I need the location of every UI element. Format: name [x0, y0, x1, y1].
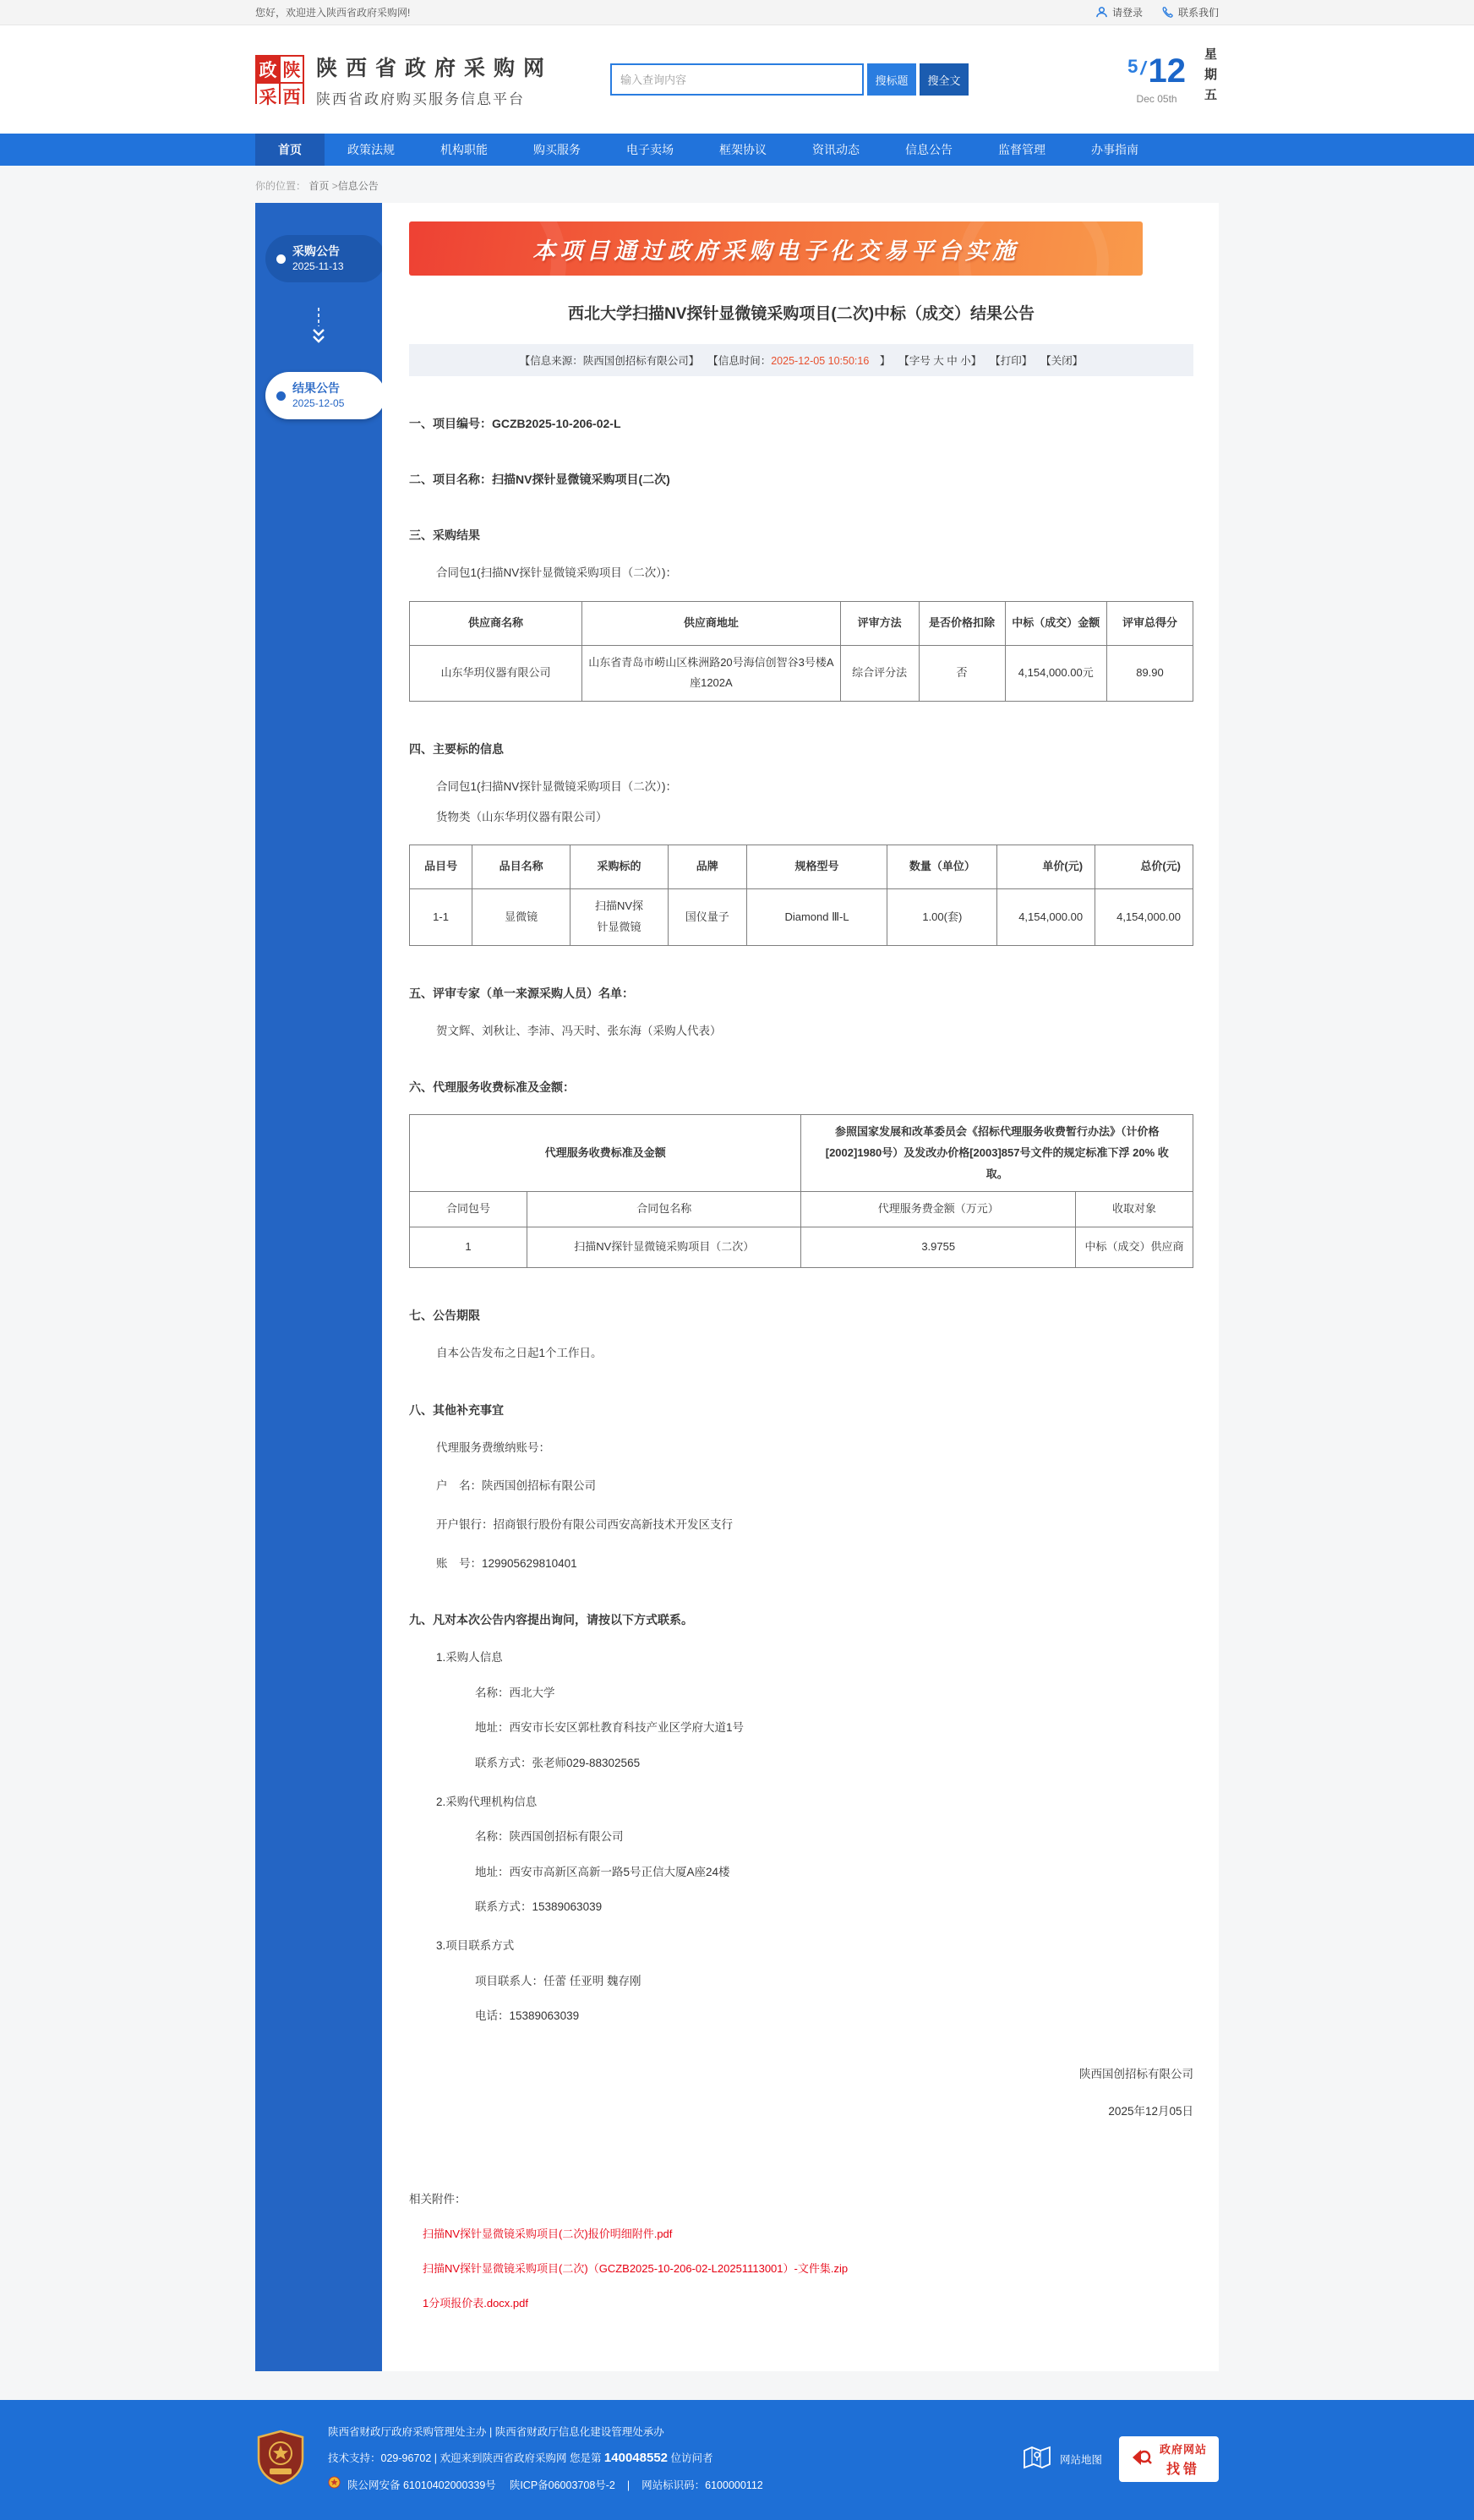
print-button[interactable]: 【打印】 [990, 355, 1033, 367]
bid-item-table [409, 845, 1193, 945]
table-header-row: 品目号 品目名称 采购标的 品牌 规格型号 数量（单位） 单价(元) 总价(元) [410, 845, 1193, 889]
site-title: 陕西省政府采购网 [316, 56, 554, 80]
gov-site-error-report-badge[interactable]: 政府网站 找错 [1119, 2436, 1219, 2482]
purchaser-address: 地址：西安市长安区郭杜教育科技产业区学府大道1号 [475, 1721, 745, 1735]
account-name: 户 名：陕西国创招标有限公司 [436, 1479, 596, 1493]
section-5-heading: 五、评审专家（单一来源采购人员）名单： [409, 986, 634, 1000]
timeline-dot-icon [276, 254, 286, 264]
purchaser-contact: 联系方式：张老师029-88302565 [475, 1756, 641, 1769]
table-header-row: 合同包号 合同包名称 代理服务费金额（万元） 收取对象 [410, 1192, 1193, 1227]
signature-block [409, 2064, 1193, 2118]
expert-list: 贺文辉、刘秋让、李沛、冯天时、张东海（采购人代表） [436, 1024, 722, 1037]
sidebar-item-result-announcement[interactable]: 结果公告 2025-12-05 [265, 372, 385, 419]
attachment-link-itemized-quote-pdf[interactable]: 1分项报价表.docx.pdf [423, 2296, 528, 2310]
close-button[interactable]: 【关闭】 [1040, 355, 1084, 367]
attachments-title: 相关附件： [409, 2192, 467, 2206]
logo-char: 政 [257, 57, 279, 82]
welcome-text: 您好，欢迎进入陕西省政府采购网! [255, 7, 411, 19]
agency-fee-table [409, 1114, 1193, 1268]
goods-category-note: 货物类（山东华玥仪器有限公司） [436, 810, 608, 823]
nav-item-emall[interactable]: 电子卖场 [626, 143, 674, 156]
search-area [610, 63, 969, 96]
table-row: 1 扫描NV探针显微镜采购项目（二次） 3.9755 中标（成交）供应商 [410, 1227, 1193, 1268]
timeline-down-arrow-icon [255, 308, 382, 347]
date-month: 12 [1148, 52, 1186, 90]
purchaser-name: 名称：西北大学 [475, 1686, 555, 1699]
police-badge-icon [328, 2474, 341, 2498]
bank-name: 开户银行：招商银行股份有限公司西安高新技术开发区支行 [436, 1517, 733, 1531]
footer-separator: | [626, 2479, 631, 2491]
table-row: 1-1 显微镜 扫描NV探针显微镜 国仪量子 Diamond Ⅲ-L 1.00(套) 4,154,000.00 4,154,000.00 [410, 889, 1193, 945]
project-contact-phone: 电话：15389063039 [475, 2009, 580, 2023]
info-source: 【信息来源：陕西国创招标有限公司】 [519, 355, 700, 367]
contract-package-note: 合同包1(扫描NV探针显微镜采购项目（二次）)： [436, 779, 678, 793]
police-record-link[interactable]: 陕公网安备 61010402000339号 [347, 2479, 496, 2491]
nav-item-home[interactable]: 首页 [255, 134, 325, 166]
section-4-heading: 四、主要标的信息 [409, 741, 504, 756]
project-contact-title: 3.项目联系方式 [436, 1938, 515, 1952]
table-header-row: 供应商名称 供应商地址 评审方法 是否价格扣除 中标（成交）金额 评审总得分 [410, 601, 1193, 645]
nav-item-policy[interactable]: 政策法规 [347, 143, 395, 156]
section-1-project-number: 一、项目编号：GCZB2025-10-206-02-L [409, 417, 621, 430]
timeline-dot-icon [276, 391, 286, 401]
breadcrumb-separator: > [331, 180, 338, 192]
site-logo [255, 55, 304, 107]
nav-item-supervision[interactable]: 监督管理 [998, 143, 1045, 156]
footer-support-line: 技术支持：029-96702 | 欢迎来到陕西省政府采购网 您是第 140048552 位访问者 [328, 2451, 713, 2466]
signature-company: 陕西国创招标有限公司 [1079, 2067, 1193, 2080]
date-day: 5 [1127, 56, 1138, 77]
nav-item-framework[interactable]: 框架协议 [719, 143, 767, 156]
sitemap-link[interactable]: 网站地图 [1023, 2445, 1102, 2473]
icp-record-link[interactable]: 陕ICP备06003708号-2 [509, 2479, 615, 2491]
payment-account-note: 代理服务费缴纳账号： [436, 1440, 550, 1454]
attachment-link-file-set-zip[interactable]: 扫描NV探针显微镜采购项目(二次)（GCZB2025-10-206-02-L20251113001）-文件集.zip [423, 2261, 849, 2275]
footer-organizer-line: 陕西省财政厅政府采购管理处主办 | 陕西省财政厅信息化建设管理处承办 [328, 2425, 664, 2438]
breadcrumb [255, 166, 1219, 203]
section-7-heading: 七、公告期限 [409, 1309, 480, 1323]
site-header [0, 25, 1474, 134]
date-separator: / [1140, 57, 1146, 79]
section-8-heading: 八、其他补充事宜 [409, 1402, 504, 1417]
main-nav [0, 134, 1474, 166]
topbar [0, 0, 1474, 25]
breadcrumb-home-link[interactable]: 首页 [308, 180, 330, 192]
date-display [1127, 47, 1219, 112]
nav-item-news[interactable]: 资讯动态 [812, 143, 860, 156]
map-icon [1023, 2445, 1051, 2473]
account-number: 账 号：129905629810401 [436, 1556, 577, 1570]
agency-name: 名称：陕西国创招标有限公司 [475, 1830, 624, 1844]
section-2-project-name: 二、项目名称：扫描NV探针显微镜采购项目(二次) [409, 473, 670, 486]
section-9-heading: 九、凡对本次公告内容提出询问，请按以下方式联系。 [409, 1613, 693, 1627]
contact-link[interactable]: 联系我们 [1161, 5, 1219, 19]
announcement-article [382, 203, 1219, 2371]
finance-emblem-icon [255, 2430, 306, 2488]
section-6-heading: 六、代理服务收费标准及金额： [409, 1080, 575, 1095]
site-code: 网站标识码：6100000112 [641, 2479, 763, 2491]
nav-item-guide[interactable]: 办事指南 [1091, 143, 1138, 156]
magnifier-icon [1131, 2446, 1153, 2471]
user-icon [1095, 6, 1108, 19]
weekday-label: 星期五 [1203, 47, 1217, 108]
announcement-period: 自本公告发布之日起1个工作日。 [436, 1347, 603, 1360]
logo-char: 陕 [281, 57, 303, 82]
agency-info-title: 2.采购代理机构信息 [436, 1795, 538, 1808]
info-time: 【信息时间：2025-12-05 10:50:16 】 [707, 355, 891, 367]
search-input[interactable] [610, 63, 864, 96]
site-subtitle: 陕西省政府购买服务信息平台 [316, 90, 525, 107]
announcement-timeline-sidebar [255, 203, 382, 2371]
agency-contact: 联系方式：15389063039 [475, 1900, 603, 1914]
signature-date: 2025年12月05日 [1108, 2104, 1193, 2118]
visitor-count: 140048552 [603, 2451, 669, 2466]
etrade-platform-banner: 本项目通过政府采购电子化交易平台实施 [409, 221, 1143, 276]
breadcrumb-current: 信息公告 [337, 180, 379, 192]
purchaser-info-title: 1.采购人信息 [436, 1651, 503, 1665]
table-row: 山东华玥仪器有限公司 山东省青岛市崂山区株洲路20号海信创智谷3号楼A座1202A 综合评分法 否 4,154,000.00元 89.90 [410, 645, 1193, 701]
date-english: Dec 05th [1136, 93, 1177, 105]
attachments-section [409, 2189, 1193, 2310]
logo-char: 采 [257, 84, 279, 109]
logo-char: 西 [281, 84, 303, 109]
article-title: 西北大学扫描NV探针显微镜采购项目(二次)中标（成交）结果公告 [567, 305, 1035, 323]
nav-item-announcements[interactable]: 信息公告 [905, 143, 953, 156]
phone-icon [1161, 6, 1174, 19]
section-3-heading: 三、采购结果 [409, 528, 480, 542]
table-merged-row: 代理服务收费标准及金额 参照国家发展和改革委员会《招标代理服务收费暂行办法》（计价格[2002]1980号）及发改办价格[2003]857号文件的规定标准下浮 20% 收取。 [410, 1115, 1193, 1192]
project-contact-persons: 项目联系人：任蕾 任亚明 魏存刚 [475, 1974, 641, 1987]
sidebar-item-procurement-announcement[interactable]: 采购公告 2025-11-13 [265, 235, 385, 282]
agency-address: 地址：西安市高新区高新一路5号正信大厦A座24楼 [475, 1865, 730, 1878]
search-title-button[interactable]: 搜标题 [867, 63, 916, 96]
nav-item-purchase-service[interactable]: 购买服务 [533, 143, 581, 156]
login-link[interactable]: 请登录 [1095, 5, 1143, 19]
site-footer [0, 2400, 1474, 2520]
article-meta-bar [409, 344, 1193, 376]
contract-package-note: 合同包1(扫描NV探针显微镜采购项目（二次）)： [436, 566, 678, 579]
nav-item-functions[interactable]: 机构职能 [440, 143, 488, 156]
font-size-controls[interactable]: 【字号 大 中 小】 [898, 355, 982, 367]
supplier-result-table [409, 601, 1193, 702]
search-fulltext-button[interactable]: 搜全文 [920, 63, 969, 96]
attachment-link-quote-detail-pdf[interactable]: 扫描NV探针显微镜采购项目(二次)报价明细附件.pdf [423, 2227, 673, 2240]
breadcrumb-prefix: 你的位置： [255, 180, 307, 192]
